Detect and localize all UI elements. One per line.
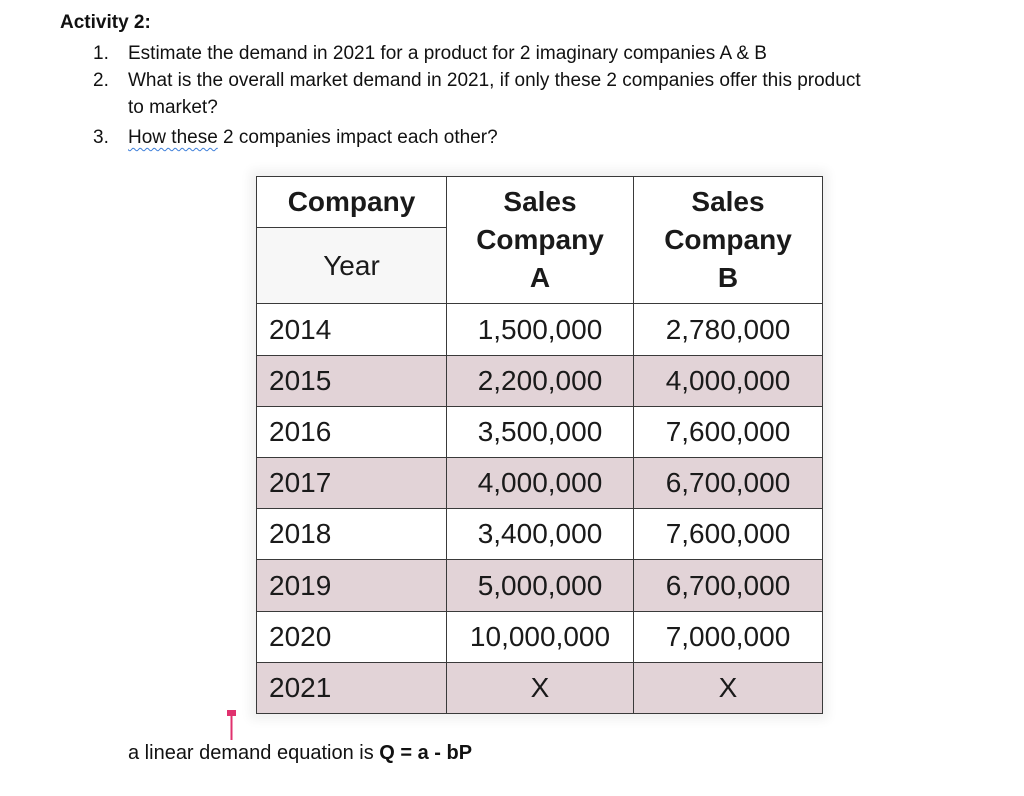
table-row bbox=[257, 611, 823, 662]
year-cell: 2018 bbox=[257, 509, 447, 560]
year-cell: 2020 bbox=[257, 611, 447, 662]
table-row bbox=[257, 509, 823, 560]
question-text: What is the overall market demand in 2021, if only these 2 companies offer this product bbox=[128, 70, 861, 91]
question-number: 3. bbox=[93, 127, 109, 148]
spellcheck-flagged-text[interactable]: How these bbox=[128, 127, 218, 148]
sales-table-image[interactable] bbox=[256, 176, 822, 714]
activity-title: Activity 2: bbox=[60, 12, 151, 33]
sales-a-cell: 3,500,000 bbox=[447, 406, 634, 457]
sales-a-cell: 1,500,000 bbox=[447, 304, 634, 355]
header-sales-company-b bbox=[634, 177, 823, 304]
question-text: 2 companies impact each other? bbox=[217, 127, 498, 148]
year-cell: 2015 bbox=[257, 355, 447, 406]
year-cell: 2021 bbox=[257, 662, 447, 713]
header-line: A bbox=[529, 262, 551, 294]
sales-a-cell: X bbox=[447, 662, 634, 713]
note-text: a linear demand equation is bbox=[128, 742, 380, 764]
header-line: Company bbox=[664, 224, 792, 256]
header-line: Sales bbox=[691, 186, 765, 218]
header-line: Company bbox=[476, 224, 604, 256]
table-row bbox=[257, 406, 823, 457]
table-row bbox=[257, 304, 823, 355]
sales-b-cell: 7,600,000 bbox=[634, 406, 823, 457]
header-year: Year bbox=[257, 228, 447, 304]
header-line: Sales bbox=[503, 186, 577, 218]
demand-equation: Q = a - bP bbox=[379, 742, 473, 764]
sales-a-cell: 10,000,000 bbox=[447, 611, 634, 662]
sales-b-cell: 6,700,000 bbox=[634, 560, 823, 611]
text-cursor-icon bbox=[227, 710, 236, 740]
question-number: 1. bbox=[93, 43, 109, 64]
question-item-3 bbox=[60, 124, 960, 151]
sales-b-cell: 6,700,000 bbox=[634, 458, 823, 509]
year-cell: 2019 bbox=[257, 560, 447, 611]
equation-note bbox=[128, 742, 472, 765]
sales-b-cell: X bbox=[634, 662, 823, 713]
sales-a-cell: 4,000,000 bbox=[447, 458, 634, 509]
year-cell: 2014 bbox=[257, 304, 447, 355]
table-row bbox=[257, 355, 823, 406]
question-list bbox=[60, 40, 960, 151]
header-sales-company-a bbox=[447, 177, 634, 304]
question-item-2 bbox=[60, 67, 960, 121]
table-row bbox=[257, 458, 823, 509]
table-row bbox=[257, 662, 823, 713]
header-line: B bbox=[717, 262, 739, 294]
sales-table bbox=[256, 176, 823, 714]
sales-a-cell: 2,200,000 bbox=[447, 355, 634, 406]
sales-b-cell: 7,000,000 bbox=[634, 611, 823, 662]
sales-a-cell: 3,400,000 bbox=[447, 509, 634, 560]
question-number: 2. bbox=[93, 70, 109, 91]
header-company: Company bbox=[257, 177, 447, 228]
question-text-continued: to market? bbox=[128, 97, 218, 118]
sales-b-cell: 2,780,000 bbox=[634, 304, 823, 355]
sales-b-cell: 7,600,000 bbox=[634, 509, 823, 560]
year-cell: 2016 bbox=[257, 406, 447, 457]
question-text: Estimate the demand in 2021 for a product for 2 imaginary companies A & B bbox=[128, 43, 767, 64]
table-row bbox=[257, 560, 823, 611]
sales-b-cell: 4,000,000 bbox=[634, 355, 823, 406]
question-item-1 bbox=[60, 40, 960, 67]
year-cell: 2017 bbox=[257, 458, 447, 509]
sales-a-cell: 5,000,000 bbox=[447, 560, 634, 611]
